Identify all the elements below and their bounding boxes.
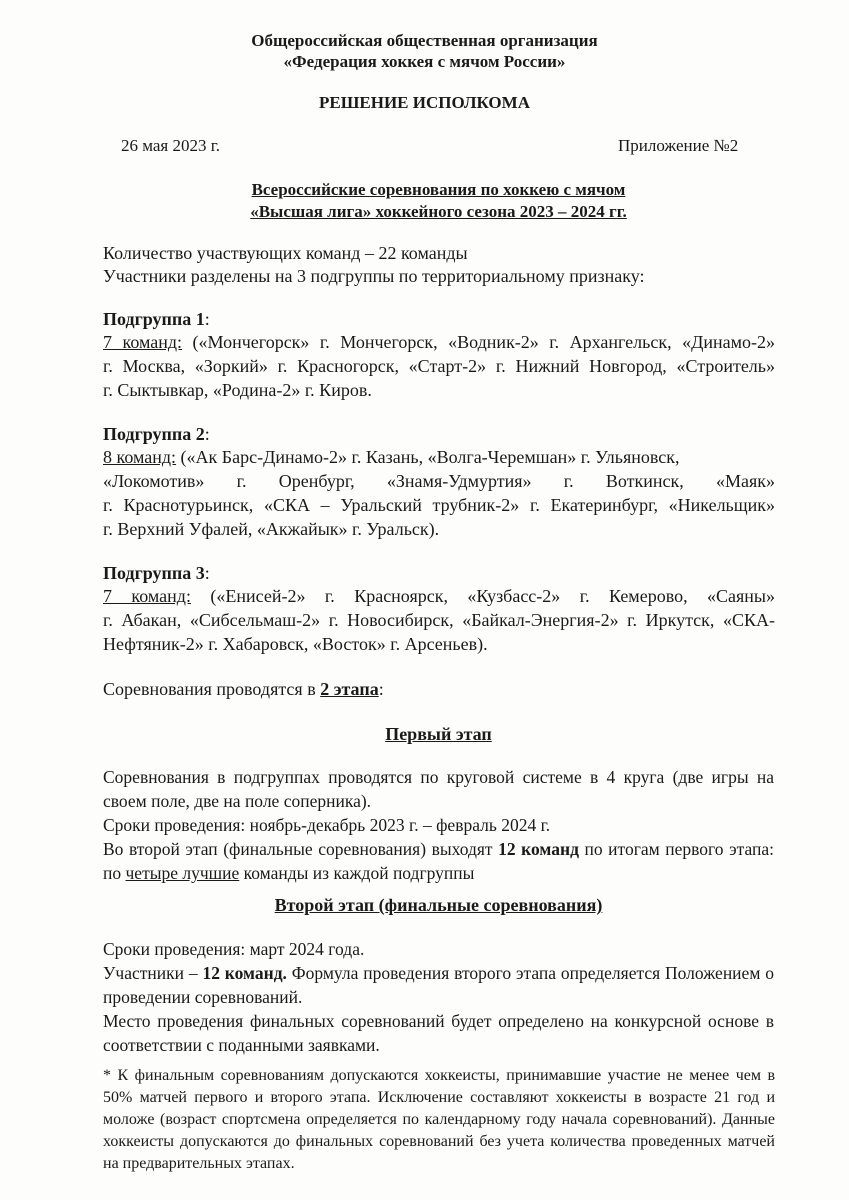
subgroup-3-line2: г. Абакан, «Сибсельмаш-2» г. Новосибирск, «Байкал-Энергия-2» г. Иркутск, «СКА- (103, 610, 775, 630)
stages-note-prefix: Соревнования проводятся в (103, 679, 316, 699)
stage1-format: Соревнования в подгруппах проводятся по круговой системе в 4 круга (две игры на своем поле, две на поле соперника). (103, 767, 774, 811)
subgroup-2-line1 (103, 445, 680, 469)
org-name-line1: Общероссийская общественная организация (251, 31, 598, 50)
participants-suffix: Формула проведения второго этапа определяется Положением о проведении соревнований. (103, 963, 774, 1007)
subgroup-teams-text: («Ак Барс-Динамо-2» г. Казань, «Волга-Черемшан» г. Ульяновск, (180, 447, 680, 467)
teams-count: Количество участвующих команд – 22 команды (103, 243, 468, 263)
subgroup-3-line3: Нефтяник-2» г. Хабаровск, «Восток» г. Арсеньев). (103, 634, 488, 654)
subgroup-team-count: 8 команд: (103, 447, 177, 467)
subgroup-1-line1 (103, 330, 775, 354)
document-date: 26 мая 2023 г. (121, 136, 221, 155)
footnote: * К финальным соревнованиям допускаются хоккеисты, принимавшие участие не менее чем в 50% матчей первого и второго этапа. Исключение составляют хоккеисты в возрасте 21 год и моложе (возраст спортсмена определяется по календарному году начала соревнований). Данные хоккеисты допускаются до финальных соревнований без учета количества проведенных матчей на предварительных этапах. (103, 1067, 775, 1172)
stage1-advancement (103, 837, 774, 885)
subgroup-team-count: 7 команд: (103, 332, 183, 352)
stages-note-count: 2 этапа (320, 679, 379, 699)
competition-title-line1: Всероссийские соревнования по хоккею с мячом (251, 180, 626, 199)
stage2-title: Второй этап (финальные соревнования) (274, 895, 603, 915)
org-name-line2: «Федерация хоккея с мячом России» (283, 52, 566, 71)
advancement-prefix: Во второй этап (финальные соревнования) выходят (103, 839, 493, 859)
advancement-best: четыре лучшие (125, 863, 240, 883)
subgroup-heading-label: Подгруппа 3 (103, 563, 205, 583)
subgroup-heading-label: Подгруппа 2 (103, 424, 205, 444)
subgroup-2-line3: г. Краснотурьинск, «СКА – Уральский трубник-2» г. Екатеринбург, «Никельщик» (103, 495, 775, 515)
advancement-teams: 12 команд (498, 839, 579, 859)
subgroup-2-line2: «Локомотив» г. Оренбург, «Знамя-Удмуртия» г. Воткинск, «Маяк» (103, 471, 775, 491)
appendix-number: Приложение №2 (618, 136, 739, 155)
participants-teams: 12 команд. (202, 963, 287, 983)
stage2-venue: Место проведения финальных соревнований будет определено на конкурсной основе в соответствии с поданными заявками. (103, 1011, 774, 1055)
subgroup-teams-text: («Енисей-2» г. Красноярск, «Кузбасс-2» г. Кемерово, «Саяны» (210, 586, 775, 606)
subgroup-1-line2: г. Москва, «Зоркий» г. Красногорск, «Старт-2» г. Нижний Новгород, «Строитель» (103, 356, 775, 376)
subgroup-1-heading: Подгруппа 1: (103, 309, 210, 329)
competition-title-line2: «Высшая лига» хоккейного сезона 2023 – 2024 гг. (250, 202, 627, 221)
stage1-dates: Сроки проведения: ноябрь-декабрь 2023 г. – февраль 2024 г. (103, 815, 551, 835)
subgroup-3-heading: Подгруппа 3: (103, 563, 210, 583)
document-title: РЕШЕНИЕ ИСПОЛКОМА (319, 93, 530, 112)
subgroup-1-line3: г. Сыктывкар, «Родина-2» г. Киров. (103, 380, 372, 400)
subgroup-2-heading: Подгруппа 2: (103, 424, 210, 444)
stage2-dates: Сроки проведения: март 2024 года. (103, 939, 365, 959)
stage2-participants (103, 961, 774, 1009)
subgroup-heading-label: Подгруппа 1 (103, 309, 205, 329)
subgroups-note: Участники разделены на 3 подгруппы по территориальному признаку: (103, 266, 645, 286)
stages-note (103, 677, 384, 701)
subgroup-team-count: 7 команд: (103, 586, 191, 606)
participants-prefix: Участники – (103, 963, 198, 983)
stages-note-suffix: : (378, 679, 384, 699)
subgroup-3-line1 (103, 584, 775, 608)
advancement-suffix: команды из каждой подгруппы (243, 863, 475, 883)
stage1-title: Первый этап (385, 724, 492, 744)
advancement-mid: по итогам первого этапа: по (103, 839, 775, 883)
subgroup-teams-text: («Мончегорск» г. Мончегорск, «Водник-2» г. Архангельск, «Динамо-2» (192, 332, 775, 352)
subgroup-2-line4: г. Верхний Уфалей, «Акжайык» г. Уральск). (103, 519, 440, 539)
